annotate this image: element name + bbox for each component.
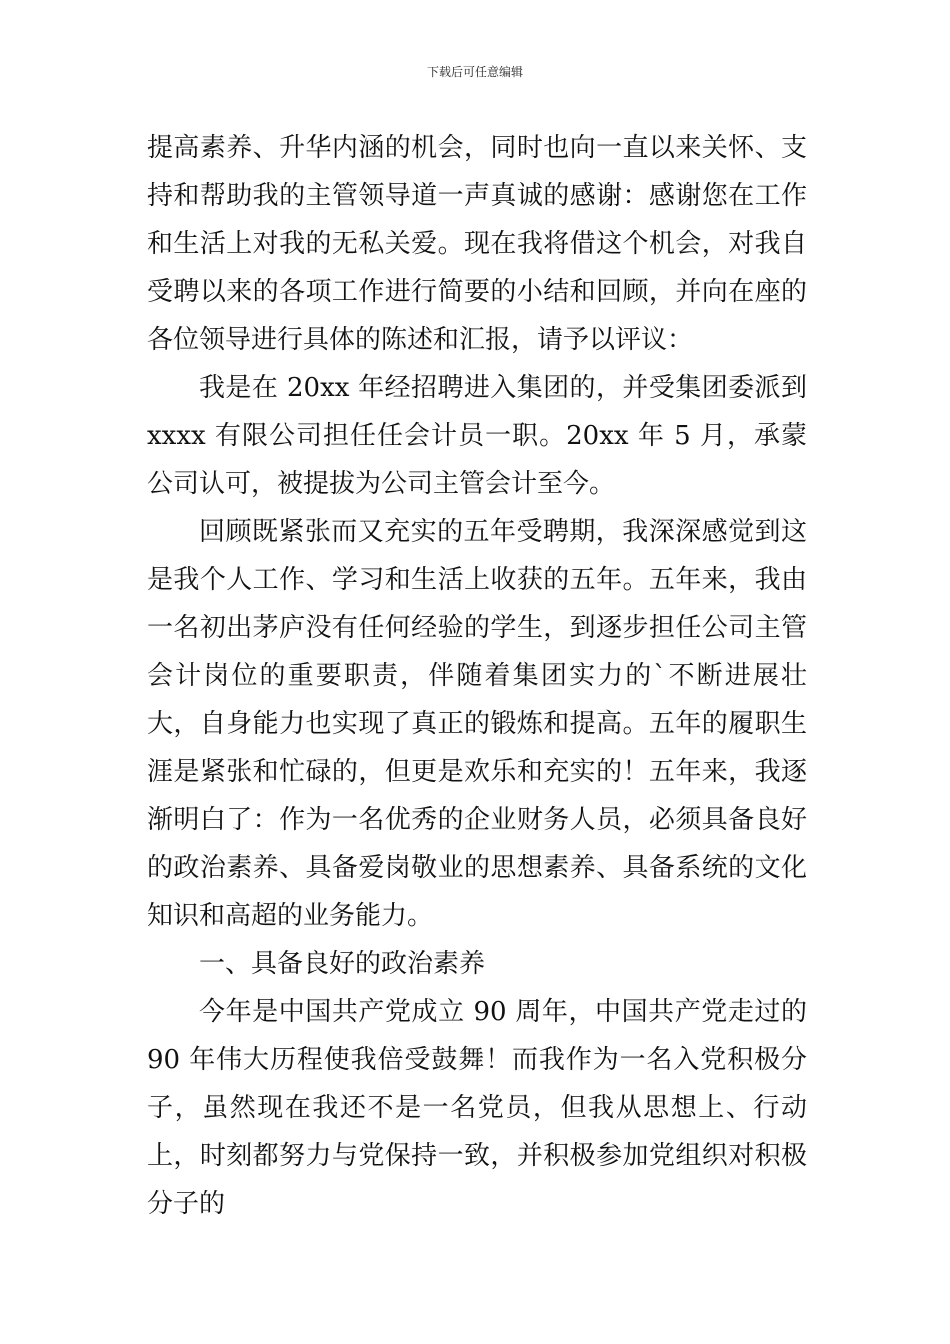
paragraph-1: 提高素养、升华内涵的机会，同时也向一直以来关怀、支持和帮助我的主管领导道一声真诚的感谢：感谢您在工作和生活上对我的无私关爱。现在我将借这个机会，对我自受聘以来的各项工作进行简要的小结和回顾，并向在座的各位领导进行具体的陈述和汇报，请予以评议： bbox=[147, 133, 807, 355]
document-body bbox=[147, 124, 807, 1228]
paragraph-2: 我是在 20xx 年经招聘进入集团的，并受集团委派到 xxxx 有限公司担任任会计员一职。20xx 年 5 月，承蒙公司认可，被提拔为公司主管会计至今。 bbox=[147, 373, 807, 499]
page-header: 下载后可任意编辑 bbox=[426, 65, 523, 79]
paragraph-3: 回顾既紧张而又充实的五年受聘期，我深深感觉到这是我个人工作、学习和生活上收获的五年。五年来，我由一名初出茅庐没有任何经验的学生，到逐步担任公司主管会计岗位的重要职责，伴随着集团实力的`不断进展壮大，自身能力也实现了真正的锻炼和提高。五年的履职生涯是紧张和忙碌的，但更是欢乐和充实的！五年来，我逐渐明白了：作为一名优秀的企业财务人员，必须具备良好的政治素养、具备爱岗敬业的思想素养、具备系统的文化知识和高超的业务能力。 bbox=[147, 517, 807, 931]
section-heading: 一、具备良好的政治素养 bbox=[199, 949, 486, 979]
paragraph-4: 今年是中国共产党成立 90 周年，中国共产党走过的 90 年伟大历程使我倍受鼓舞！而我作为一名入党积极分子，虽然现在我还不是一名党员，但我从思想上、行动上，时刻都努力与党保持一致，并积极参加党组织对积极分子的 bbox=[147, 997, 807, 1219]
